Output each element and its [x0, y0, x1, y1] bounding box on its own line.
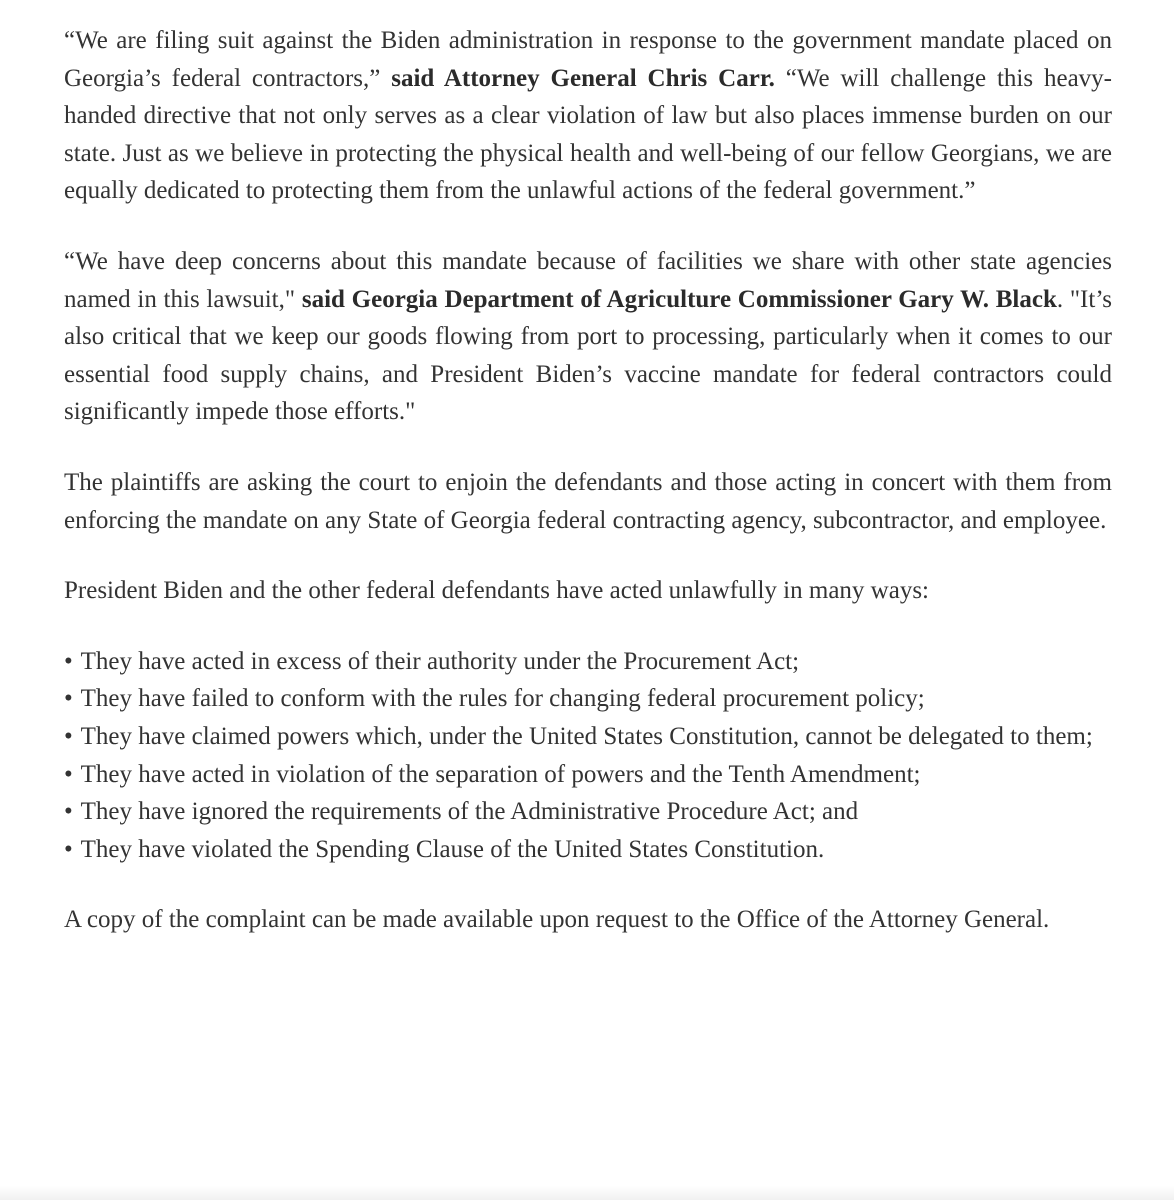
unlawful-actions-intro: President Biden and the other federal defendants have acted unlawfully in many ways: — [64, 577, 929, 605]
unlawful-actions-list — [64, 643, 1112, 869]
article-body — [64, 22, 1112, 972]
list-item — [64, 831, 1112, 869]
bottom-edge-shadow — [0, 1186, 1174, 1200]
quote-paragraph-carr — [64, 22, 1112, 210]
complaint-availability-paragraph: A copy of the complaint can be made available upon request to the Office of the Attorney General. — [64, 906, 1050, 934]
list-item-text: They have ignored the requirements of the Administrative Procedure Act; and — [80, 798, 859, 826]
bullet-icon: • — [64, 722, 73, 750]
quote-text-black-part1: “We have deep concerns about this mandate because of facilities we share with other state agencies named in this lawsuit," — [64, 247, 1112, 313]
list-item — [64, 680, 1112, 718]
speaker-attribution-carr: said Attorney General Chris Carr. — [391, 64, 775, 92]
list-item — [64, 793, 1112, 831]
bullet-icon: • — [64, 647, 73, 675]
list-item-text: They have acted in excess of their authority under the Procurement Act; — [80, 647, 800, 675]
list-item-text: They have violated the Spending Clause of the United States Constitution. — [80, 835, 825, 863]
list-item-text: They have acted in violation of the separation of powers and the Tenth Amendment; — [80, 760, 921, 788]
list-item-text: They have failed to conform with the rules for changing federal procurement policy; — [80, 685, 925, 713]
list-item — [64, 718, 1112, 756]
quote-text-carr-part1: “We are filing suit against the Biden administration in response to the government mandate placed on Georgia’s federal contractors,” — [64, 27, 1112, 92]
quote-paragraph-black — [64, 243, 1112, 431]
bullet-icon: • — [64, 685, 73, 713]
bullet-icon: • — [64, 835, 73, 863]
bullet-icon: • — [64, 760, 73, 788]
list-item — [64, 756, 1112, 794]
bullet-icon: • — [64, 798, 73, 826]
quote-text-carr-part2: “We will challenge this heavy-handed directive that not only serves as a clear violation of law but also places immense burden on our state. Just as we believe in protecting the physical health and well-being of our fellow Georgians, we are equally dedicated to protecting them from the unlawful actions of the federal government.” — [64, 64, 1113, 205]
list-item — [64, 643, 1112, 681]
quote-text-black-part2: . "It’s also critical that we keep our goods flowing from port to processing, particularly when it comes to our essential food supply chains, and President Biden’s vaccine mandate for federal contractors could significantly impede those efforts." — [64, 285, 1112, 426]
list-item-text: They have claimed powers which, under the United States Constitution, cannot be delegated to them; — [80, 722, 1093, 750]
plaintiffs-request-paragraph: The plaintiffs are asking the court to enjoin the defendants and those acting in concert with them from enforcing the mandate on any State of Georgia federal contracting agency, subcontractor, and employee. — [64, 468, 1112, 534]
speaker-attribution-black: said Georgia Department of Agriculture Commissioner Gary W. Black — [301, 285, 1057, 313]
